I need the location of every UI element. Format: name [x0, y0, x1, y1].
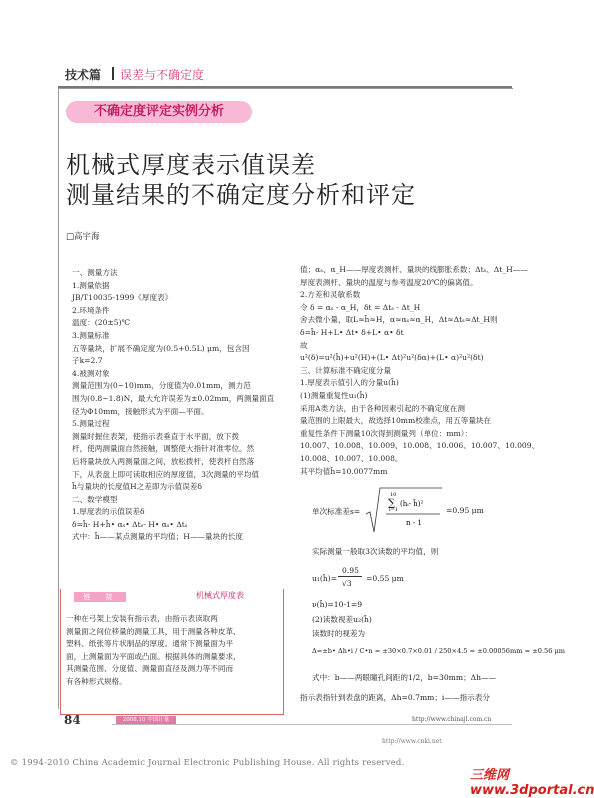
- body-line: (1)测量重复性u₁(h̄): [300, 390, 368, 400]
- body-line: 重复性条件下测量10次得到测量列（单位：mm）：: [300, 428, 473, 438]
- body-line: 1.厚度表示值引入的分量u(h̄): [300, 378, 399, 388]
- body-line: 后将量块放入两测量面之间，放松拨杆，使表杆自然落: [72, 456, 255, 466]
- body-line: 围为(0.8~1.8)N，最大允许误差为±0.02mm，两测量面直: [72, 393, 275, 403]
- svg-text:n - 1: n - 1: [406, 519, 422, 527]
- body-line: 5.测量过程: [72, 419, 110, 429]
- category-banner: 不确定度评定实例分析: [66, 101, 252, 123]
- author-name: □高宇海: [66, 232, 100, 242]
- svg-text:∑: ∑: [388, 498, 396, 509]
- header-divider: [112, 67, 114, 80]
- section-subtitle: 误差与不确定度: [120, 68, 205, 82]
- body-line: 10.008、10.007、10.008。: [300, 453, 403, 463]
- body-line: 10.007、10.008、10.009、10.008、10.006、10.007、10.009、: [300, 441, 540, 451]
- footer-rule: [112, 724, 512, 725]
- body-line: 故: [300, 340, 308, 350]
- section-title: 技术篇: [65, 68, 102, 82]
- body-line: 径为Φ10mm，接触形式为平面—平面。: [72, 406, 209, 416]
- part2-heading: (2)读数视差u₂(h̄): [312, 615, 372, 624]
- link-text: [66, 613, 278, 689]
- right-column: [300, 264, 540, 478]
- body-line: 下，从表盘上即可读取相应的厚度值，3次测量的平均值: [72, 469, 260, 479]
- link-line: 测量面之间位移量的测量工具，用于测量各种皮革、: [66, 626, 241, 636]
- page-number: 84: [64, 713, 81, 727]
- u1-denominator: √3: [342, 579, 352, 588]
- body-line: 2.环境条件: [72, 305, 110, 315]
- body-line: 二、数学模型: [72, 494, 118, 504]
- copyright-notice: © 1994-2010 China Academic Journal Electronic Publishing House. All rights reserved.: [10, 758, 405, 768]
- svg-text:(hᵢ- h̄)²: (hᵢ- h̄)²: [400, 500, 424, 508]
- body-line: 温度：(20±5)℃: [72, 318, 131, 328]
- body-line: 2.方差和灵敏系数: [300, 290, 361, 300]
- nu1: ν(h̄)=10-1=9: [312, 600, 363, 609]
- body-line: 1.测量依据: [72, 280, 110, 290]
- formula-label: 单次标准差s=: [312, 507, 361, 516]
- body-line: JB/T10035-1999《厚度表》: [72, 293, 173, 303]
- link-line: 一种在弓架上安装有指示表，由指示表读取两: [66, 614, 218, 623]
- journal-url[interactable]: http://www.chinajl.com.cn: [412, 716, 492, 723]
- link-heading: 机械式厚度表: [196, 591, 244, 600]
- body-line: 五等量块，扩展不确定度为(0.5+0.5L) μm，包含因: [72, 343, 250, 353]
- body-line: 式中：h̄——某点测量的平均值；H——量块的长度: [72, 532, 243, 542]
- body-line: u²(δ)=u²(h̄)+u²(H)+(L• Δt)²u²(δα)+(L• α)²u²(δt): [300, 353, 484, 363]
- body-line: 其平均值h̄=10.0077mm: [300, 466, 388, 476]
- body-line: 三、计算标准不确定度分量: [300, 365, 392, 375]
- delta-formula: Δ=±b• Δh•i / C•n = ±30×0.7×0.01 / 250×4.5 = ±0.00056mm = ±0.56 μm: [312, 647, 566, 655]
- body-line: 采用A类方法，由于各种因素引起的不确定度在测: [300, 403, 465, 413]
- body-line: 1.厚度表的示值误差δ: [72, 507, 145, 517]
- body-line: 舍去微小量，取L≈h̄≈H，α≈αₛ≈α_H，Δt≈Δtₛ≈Δt_H则: [300, 315, 498, 325]
- site-watermark: 三维网www.3dportal.cn: [470, 768, 594, 798]
- body-line: 3.测量标准: [72, 330, 110, 340]
- svg-text:10: 10: [390, 492, 397, 498]
- formula-result: =0.95 μm: [446, 506, 484, 515]
- body-line: 一、测量方法: [72, 268, 118, 277]
- repeat-note: 实际测量一般取3次读数的平均值，则: [312, 547, 439, 556]
- body-line: 值；αₛ、α_H——厚度表测杆、量块的线膨胀系数；Δtₛ、Δt_H——: [300, 265, 528, 274]
- body-line: 量范围的上限最大，故选择10mm校准点，用五等量块在: [300, 416, 492, 426]
- body-line: 测量时握住表架，使指示表垂直于水平面，放下拨: [72, 431, 240, 441]
- link-tag: 链 接: [74, 592, 126, 602]
- link-line: 其测量范围、分度值、测量面直径及测力等不同而: [66, 664, 234, 674]
- std-dev-formula: [312, 484, 512, 544]
- body-line: δ=h̄- H+L• Δt• δ+L• α• δt: [300, 327, 404, 337]
- article-title-line2: 测量结果的不确定度分析和评定: [66, 181, 416, 209]
- link-line: 面，上测量面为平面或凸面。根据具体的测量要求，: [66, 651, 241, 661]
- u1-numerator: 0.95: [342, 566, 359, 575]
- link-line: 塑料、纸张等片状制品的厚度。通常下测量面为平: [66, 639, 234, 649]
- body-line: 厚度表测杆、量块的温度与参考温度20℃的偏离值。: [300, 277, 478, 287]
- u1-label: u₁(h̄)=: [312, 574, 338, 583]
- link-line: 有各种形式规格。: [66, 676, 127, 686]
- body-line: 子k=2.7: [72, 356, 103, 366]
- fraction-bar: [338, 576, 362, 577]
- body-line: 杆，使两测量面自然接触，调整使大指针对准零位。然: [72, 444, 255, 454]
- part2-desc: 读数时的视差为: [312, 629, 366, 638]
- body-line: 测量范围为(0~10)mm，分度值为0.01mm，测力范: [72, 381, 251, 391]
- article-title-line1: 机械式厚度表示值误差: [66, 151, 316, 179]
- body-line: 令 δ = αₛ - α_H，δt = Δtₛ - Δt_H: [300, 302, 421, 312]
- sqrt-sign: [364, 484, 444, 536]
- body-line: δ=h̄- H+h̄• αₛ• Δtₛ- H• αₛ• Δtₛ: [72, 519, 188, 529]
- svg-text:i=1: i=1: [389, 507, 398, 513]
- u1-result: =0.55 μm: [366, 574, 404, 583]
- body-line: h̄与量块的长度值H之差即为示值误差δ: [72, 482, 202, 492]
- left-column: [72, 267, 282, 544]
- where-line1: 式中：b——两眼瞳孔间距的1/2，b=30mm；Δh——: [312, 673, 497, 682]
- body-line: 4.被测对象: [72, 368, 110, 378]
- issue-badge: 2008.10 中国计量: [116, 716, 176, 725]
- cnki-url[interactable]: http://www.cnki.net: [382, 738, 442, 745]
- u1-formula: [312, 566, 462, 594]
- where-line2: 指示表指针到表盘的距离，Δh=0.7mm；i——指示表分: [300, 693, 490, 702]
